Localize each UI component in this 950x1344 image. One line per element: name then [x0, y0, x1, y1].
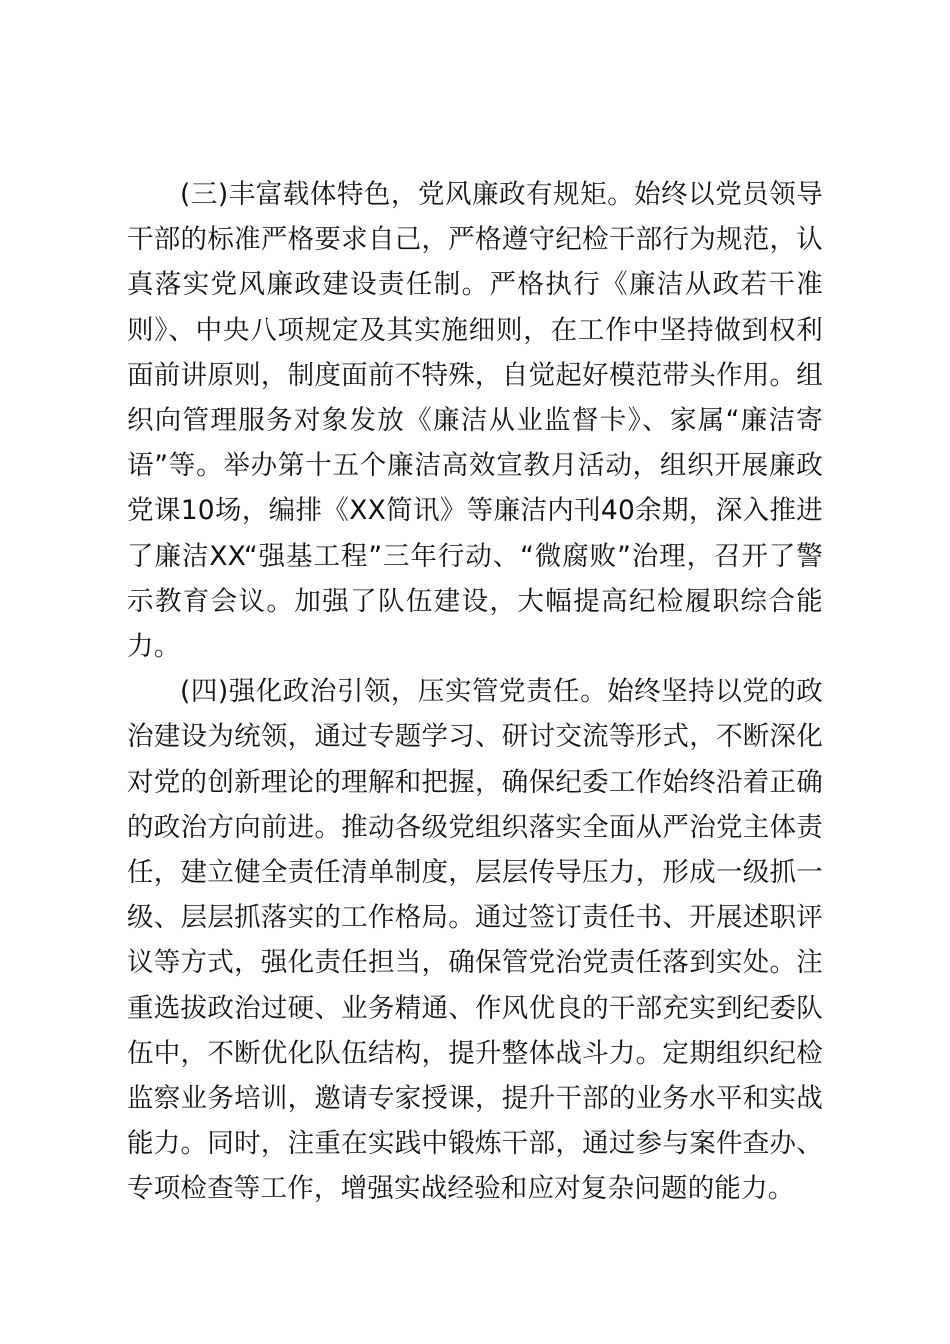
- paragraph-section-3: (三)丰富载体特色，党风廉政有规矩。始终以党员领导干部的标准严格要求自己，严格遵守纪检干部行为规范，认真落实党风廉政建设责任制。严格执行《廉洁从政若干准则》、中央八项规定及其实施细则，在工作中坚持做到权利面前讲原则，制度面前不特殊，自觉起好模范带头作用。组织向管理服务对象发放《廉洁从业监督卡》、家属“廉洁寄语”等。举办第十五个廉洁高效宣教月活动，组织开展廉政党课10场，编排《XX简讯》等廉洁内刊40余期，深入推进了廉洁XX“强基工程”三年行动、“微腐败”治理，召开了警示教育会议。加强了队伍建设，大幅提高纪检履职综合能力。: [127, 179, 823, 663]
- paragraph-section-4: (四)强化政治引领，压实管党责任。始终坚持以党的政治建设为统领，通过专题学习、研讨交流等形式，不断深化对党的创新理论的理解和把握，确保纪委工作始终沿着正确的政治方向前进。推动各级党组织落实全面从严治党主体责任，建立健全责任清单制度，层层传导压力，形成一级抓一级、层层抓落实的工作格局。通过签订责任书、开展述职评议等方式，强化责任担当，确保管党治党责任落到实处。注重选拔政治过硬、业务精通、作风优良的干部充实到纪委队伍中，不断优化队伍结构，提升整体战斗力。定期组织纪检监察业务培训，邀请专家授课，提升干部的业务水平和实战能力。同时，注重在实践中锻炼干部，通过参与案件查办、专项检查等工作，增强实战经验和应对复杂问题的能力。: [127, 676, 823, 1205]
- document-body: [127, 172, 823, 1212]
